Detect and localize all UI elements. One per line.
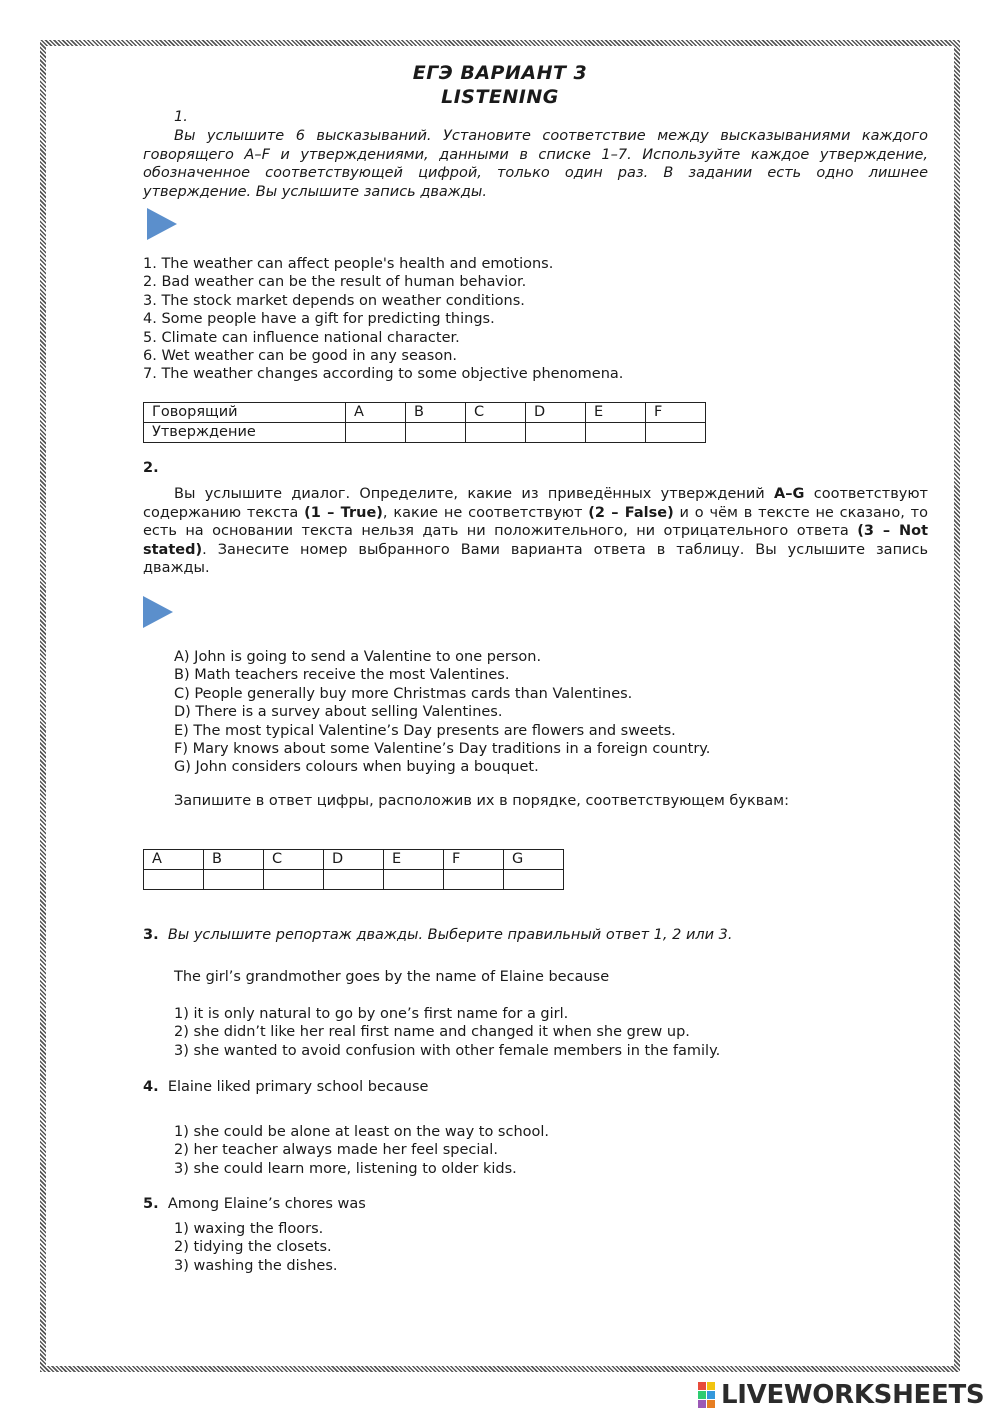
answer-cell[interactable]: [526, 423, 586, 443]
table-header-cell: D: [324, 850, 384, 870]
answer-cell[interactable]: [324, 870, 384, 890]
list-item: 5. Climate can influence national character.: [143, 329, 460, 346]
task4-options: [174, 1123, 549, 1178]
list-item: 2. Bad weather can be the result of human behavior.: [143, 274, 527, 291]
table-header-cell: F: [444, 850, 504, 870]
list-item: C) People generally buy more Christmas cards than Valentines.: [174, 685, 633, 702]
task3-heading: [143, 927, 733, 943]
answer-option[interactable]: 3) she wanted to avoid confusion with other female members in the family.: [174, 1042, 721, 1059]
task1-instruction: Вы услышите 6 высказываний. Установите соответствие между высказываниями каждого говорящего A–F и утверждениями, данными в списке 1–7. Используйте каждое утверждение, обозначенное соответствующей цифрой, только один раз. В задании есть одно лишнее утверждение. Вы услышите запись дважды.: [143, 128, 928, 200]
table-header-cell: C: [264, 850, 324, 870]
answer-cell[interactable]: [504, 870, 564, 890]
answer-cell[interactable]: [444, 870, 504, 890]
task3-instruction: Вы услышите репортаж дважды. Выберите правильный ответ 1, 2 или 3.: [167, 927, 733, 943]
play-audio-2-icon[interactable]: [143, 596, 173, 628]
answer-option[interactable]: 1) she could be alone at least on the way to school.: [174, 1124, 550, 1140]
list-item: G) John considers colours when buying a bouquet.: [174, 759, 539, 776]
task1-answer-table: [143, 402, 706, 443]
answer-cell[interactable]: [466, 423, 526, 443]
task3-question: The girl’s grandmother goes by the name of Elaine because: [174, 969, 610, 985]
table-row-label: Утверждение: [144, 423, 346, 443]
answer-cell[interactable]: [346, 423, 406, 443]
answer-option[interactable]: 3) she could learn more, listening to older kids.: [174, 1160, 517, 1177]
list-item: F) Mary knows about some Valentine’s Day traditions in a foreign country.: [174, 741, 711, 758]
task4-number: 4.: [143, 1079, 159, 1095]
task3-options: [174, 1005, 720, 1060]
liveworksheets-logo[interactable]: [698, 1378, 998, 1412]
answer-option[interactable]: 2) she didn’t like her real first name and changed it when she grew up.: [174, 1024, 690, 1041]
play-audio-1-icon[interactable]: [147, 208, 177, 240]
task2-instruction: Вы услышите диалог. Определите, какие из приведённых утверждений A–G соответствуют содержанию текста (1 – True), какие не соответствуют (2 – False) и о чём в тексте не сказано, то есть на основании текста нельзя дать ни положительного, ни отрицательного ответа (3 – Not stated). Занесите номер выбранного Вами варианта ответа в таблицу. Вы услышите запись дважды.: [143, 486, 929, 576]
answer-cell[interactable]: [406, 423, 466, 443]
answer-option[interactable]: 2) tidying the closets.: [174, 1239, 332, 1256]
answer-option[interactable]: 3) washing the dishes.: [174, 1257, 338, 1274]
list-item: 1. The weather can affect people's health and emotions.: [143, 256, 554, 272]
page-title: ЕГЭ ВАРИАНТ 3: [412, 62, 588, 84]
answer-cell[interactable]: [586, 423, 646, 443]
task1-number: 1.: [174, 109, 188, 125]
task3-number: 3.: [143, 927, 159, 943]
list-item: A) John is going to send a Valentine to one person.: [174, 649, 542, 665]
table-row-label: Говорящий: [144, 403, 346, 423]
answer-option[interactable]: 1) waxing the floors.: [174, 1221, 324, 1237]
table-header-cell: E: [586, 403, 646, 423]
answer-option[interactable]: 1) it is only natural to go by one’s first name for a girl.: [174, 1006, 569, 1022]
answer-cell[interactable]: [384, 870, 444, 890]
list-item: 6. Wet weather can be good in any season.: [143, 348, 458, 365]
task4-question: Elaine liked primary school because: [167, 1079, 429, 1095]
answer-option[interactable]: 2) her teacher always made her feel special.: [174, 1142, 498, 1159]
task5-heading: [143, 1196, 366, 1212]
page-subtitle: LISTENING: [441, 86, 559, 108]
task2-statements: [174, 648, 710, 777]
table-header-cell: G: [504, 850, 564, 870]
answer-cell[interactable]: [204, 870, 264, 890]
list-item: 3. The stock market depends on weather conditions.: [143, 292, 525, 309]
list-item: D) There is a survey about selling Valentines.: [174, 704, 503, 721]
table-header-cell: F: [646, 403, 706, 423]
table-header-cell: B: [406, 403, 466, 423]
answer-cell[interactable]: [144, 870, 204, 890]
logo-badge-icon: [698, 1382, 715, 1408]
answer-cell[interactable]: [264, 870, 324, 890]
task2-answer-table: [143, 849, 564, 890]
list-item: E) The most typical Valentine’s Day presents are flowers and sweets.: [174, 722, 676, 739]
task1-statements: [143, 255, 623, 384]
table-header-cell: D: [526, 403, 586, 423]
task5-number: 5.: [143, 1196, 159, 1212]
task5-options: [174, 1220, 337, 1275]
answer-cell[interactable]: [646, 423, 706, 443]
list-item: 7. The weather changes according to some objective phenomena.: [143, 366, 624, 383]
list-item: 4. Some people have a gift for predicting things.: [143, 311, 495, 328]
table-header-cell: E: [384, 850, 444, 870]
task2-number: 2.: [143, 460, 159, 476]
task5-question: Among Elaine’s chores was: [167, 1196, 366, 1212]
logo-text: LIVEWORKSHEETS: [721, 1380, 985, 1410]
task2-answer-note: Запишите в ответ цифры, расположив их в порядке, соответствующем буквам:: [174, 793, 789, 809]
table-header-cell: C: [466, 403, 526, 423]
table-header-cell: A: [346, 403, 406, 423]
list-item: B) Math teachers receive the most Valentines.: [174, 667, 510, 684]
table-header-cell: A: [144, 850, 204, 870]
task4-heading: [143, 1079, 428, 1095]
table-header-cell: B: [204, 850, 264, 870]
